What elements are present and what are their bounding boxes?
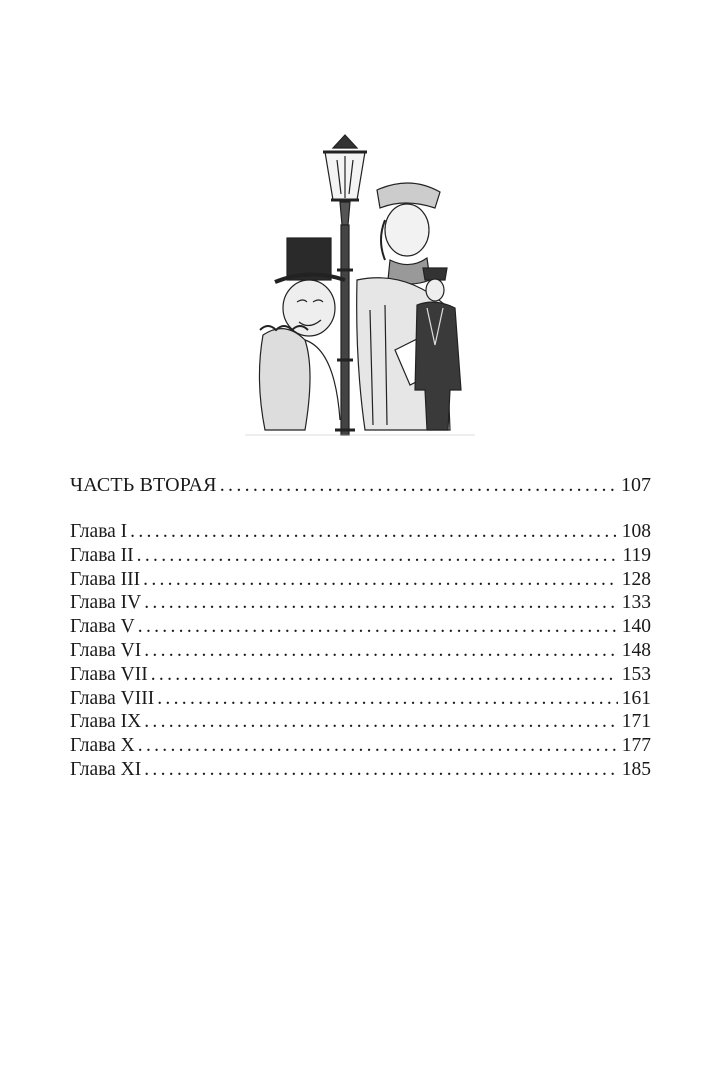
chapter-page-number: 148 [621, 639, 651, 661]
chapter-title: Глава XI [70, 758, 142, 780]
toc-row [70, 758, 651, 782]
part-page-number: 107 [621, 474, 651, 496]
toc-row [70, 568, 651, 592]
toc-row [70, 544, 651, 568]
toc-row [70, 615, 651, 639]
chapter-page-number: 177 [621, 735, 651, 757]
chapter-title: Глава IV [70, 592, 142, 614]
top-hat-figure [259, 238, 345, 430]
dot-leader [144, 591, 618, 615]
toc-row [70, 710, 651, 734]
dot-leader [143, 568, 618, 592]
dot-leader [220, 472, 617, 498]
chapter-title: Глава III [70, 568, 141, 590]
chapter-page-number: 161 [621, 687, 651, 709]
part-heading-entry [70, 472, 651, 498]
toc-row [70, 639, 651, 663]
chapter-page-number: 128 [621, 568, 651, 590]
chapter-page-number: 153 [621, 663, 651, 685]
dot-leader [130, 520, 618, 544]
toc-row [70, 591, 651, 615]
chapter-title: Глава II [70, 544, 134, 566]
dot-leader [138, 615, 618, 639]
chapter-illustration [245, 130, 475, 440]
toc-row-part [70, 472, 651, 498]
chapter-page-number: 108 [621, 521, 651, 542]
toc-row [70, 663, 651, 687]
dot-leader [138, 734, 618, 758]
dot-leader [144, 639, 618, 663]
chapter-title: Глава VII [70, 663, 148, 685]
chapter-title: Глава VIII [70, 687, 155, 709]
chapter-page-number: 171 [621, 711, 651, 733]
dot-leader [144, 758, 618, 782]
part-title: ЧАСТЬ ВТОРАЯ [70, 474, 217, 496]
toc-row [70, 734, 651, 758]
dot-leader [144, 710, 618, 734]
chapter-page-number: 185 [621, 758, 651, 780]
dot-leader [137, 544, 619, 568]
chapter-title: Глава I [70, 521, 128, 542]
chapter-page-number: 119 [622, 544, 651, 566]
chapter-title: Глава IX [70, 711, 142, 733]
dot-leader [157, 687, 618, 711]
chapter-title: Глава VI [70, 639, 142, 661]
chapter-page-number: 133 [621, 592, 651, 614]
dot-leader [151, 663, 618, 687]
chapter-title: Глава X [70, 735, 135, 757]
chapter-title: Глава V [70, 616, 135, 638]
chapter-list [70, 520, 651, 782]
toc-row [70, 687, 651, 711]
chapter-page-number: 140 [621, 616, 651, 638]
toc-row [70, 520, 651, 544]
